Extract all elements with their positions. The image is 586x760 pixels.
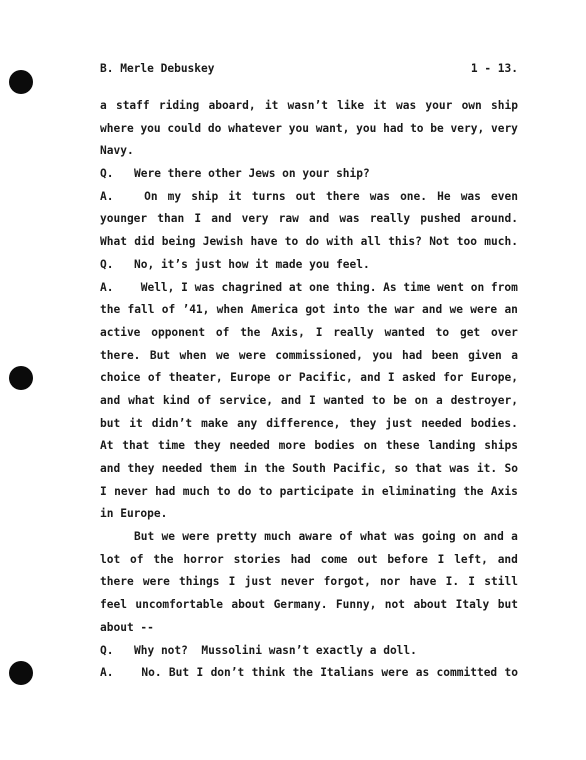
word: this? (388, 235, 422, 249)
word: and (100, 462, 121, 475)
word: on (414, 393, 429, 407)
word: you (140, 121, 161, 135)
word: feel (100, 598, 127, 612)
word: could (167, 121, 202, 135)
word: to (371, 393, 386, 407)
word: destroyer, (450, 393, 518, 407)
word: on (462, 530, 477, 544)
word: around. (470, 212, 518, 226)
word: choice (100, 371, 141, 385)
word: a (511, 348, 518, 362)
word: had (383, 121, 404, 135)
answer-marker: A. (100, 280, 114, 294)
transcript-line (100, 481, 518, 504)
word: much. (484, 235, 518, 249)
word: your (425, 99, 453, 112)
word: No. (141, 666, 162, 680)
word: for (443, 371, 464, 385)
word: Europe, (470, 371, 518, 385)
word: been (431, 348, 459, 362)
word: there (100, 575, 134, 589)
word: I. (445, 575, 460, 589)
word: didn’t (151, 416, 193, 430)
word: whatever (228, 121, 282, 135)
word: when (216, 303, 244, 317)
word: But (168, 666, 190, 680)
word: to (258, 484, 273, 498)
word: it (373, 99, 387, 112)
word: I (194, 212, 202, 226)
word: thing. (336, 280, 377, 294)
word: fall (127, 303, 155, 317)
word: just (385, 416, 413, 430)
word: on (363, 439, 378, 453)
word: be (393, 393, 407, 407)
word: was (460, 189, 481, 203)
transcript-line (100, 322, 518, 345)
word: these (385, 439, 420, 453)
word: were (470, 303, 498, 317)
word: they (349, 416, 377, 430)
line-text: in Europe. (100, 507, 168, 521)
word: raw (278, 212, 299, 226)
word: of (197, 393, 212, 407)
word: America (250, 303, 299, 317)
word: do (237, 484, 252, 498)
word: the (367, 303, 388, 317)
word: we (449, 303, 463, 317)
word: had (401, 348, 423, 362)
word: younger (100, 212, 148, 226)
word: time (158, 439, 185, 453)
word: come (320, 552, 348, 566)
transcript-line (100, 299, 518, 322)
word: about (231, 598, 266, 612)
word: ship (490, 99, 518, 112)
transcript-line (100, 617, 518, 640)
word: my (167, 189, 182, 203)
word: very, (450, 121, 485, 135)
word: want, (315, 121, 350, 135)
word: it. (476, 462, 498, 475)
word: I (308, 393, 316, 407)
transcript-line (100, 640, 518, 663)
word: have (409, 575, 437, 589)
word: to (217, 484, 231, 498)
transcript-line (100, 208, 518, 231)
word: of (130, 552, 144, 566)
word: in (243, 462, 258, 475)
word: pretty (216, 530, 257, 544)
word: one (309, 280, 330, 294)
word: ’41, (182, 303, 210, 317)
word: chagrined (221, 280, 283, 294)
transcript-line (100, 503, 518, 526)
word: really (333, 325, 374, 339)
word: ships (484, 439, 518, 453)
word: all (360, 235, 381, 249)
word: But (149, 348, 171, 362)
word: stories (233, 552, 281, 566)
word: and (211, 212, 232, 226)
line-text: Were there other Jews on your ship? (134, 167, 370, 181)
word: war (394, 303, 415, 317)
word: where (100, 121, 134, 135)
word: was (339, 212, 360, 226)
question-marker: Q. (100, 643, 114, 657)
word: very (490, 121, 518, 135)
binder-hole-bottom (9, 661, 33, 685)
transcript-line (100, 277, 518, 300)
transcript-line (100, 662, 518, 685)
word: He (437, 189, 451, 203)
page-header (100, 62, 518, 75)
word: going (421, 530, 456, 544)
word: I (196, 666, 204, 680)
transcript-line (100, 140, 518, 163)
word: we (215, 348, 230, 362)
word: had (155, 484, 176, 498)
word: of (161, 303, 176, 317)
word: On (144, 189, 158, 203)
word: Pacific, (333, 462, 388, 475)
word: there (325, 189, 360, 203)
word: the (240, 325, 261, 339)
word: to (504, 666, 518, 680)
word: never (280, 575, 315, 589)
word: But (134, 530, 155, 544)
word: wasn’t (287, 99, 328, 112)
word: think (251, 666, 286, 680)
word: it (129, 416, 143, 430)
word: a (100, 99, 107, 112)
word: landing (428, 439, 476, 453)
word: have (250, 235, 278, 249)
question-marker: Q. (100, 257, 114, 271)
word: to (435, 325, 450, 339)
word: staff (115, 99, 150, 112)
word: and (100, 393, 121, 407)
word: time (403, 280, 431, 294)
word: do (305, 235, 320, 249)
word: bodies. (470, 416, 518, 430)
word: an (504, 303, 518, 317)
word: Not (429, 235, 450, 249)
line-text: No, it’s just how it made you feel. (134, 257, 370, 271)
word: being (161, 235, 196, 249)
binder-hole-top (9, 70, 33, 94)
word: bodies (314, 439, 355, 453)
word: kind (162, 393, 190, 407)
word: out (295, 189, 316, 203)
interviewee-name: B. Merle Debuskey (100, 62, 215, 75)
word: things (179, 575, 220, 589)
word: of (339, 530, 353, 544)
word: the (292, 666, 313, 680)
word: opponent (151, 325, 206, 339)
word: and (421, 303, 443, 317)
word: about (413, 598, 448, 612)
word: left, (454, 552, 488, 566)
word: a (511, 530, 518, 544)
transcript-body (100, 95, 518, 685)
word: got (305, 303, 326, 317)
word: was (395, 99, 417, 112)
word: like (337, 99, 365, 112)
word: own (461, 99, 482, 112)
word: was (369, 189, 390, 203)
word: the (100, 303, 121, 317)
transcript-line (100, 526, 518, 549)
transcript-line (100, 458, 518, 481)
word: active (100, 325, 141, 339)
word: that (415, 462, 443, 475)
word: Germany. (273, 598, 328, 612)
word: commissioned, (275, 348, 363, 362)
word: you (356, 121, 377, 135)
word: the (153, 552, 174, 566)
transcript-line (100, 118, 518, 141)
transcript-line (100, 254, 518, 277)
word: make (201, 416, 229, 430)
answer-marker: A. (100, 666, 114, 680)
word: aboard, (208, 99, 256, 112)
transcript-line (100, 367, 518, 390)
word: Italy (455, 598, 490, 612)
word: not (384, 598, 405, 612)
word: and (483, 530, 504, 544)
word: as (415, 666, 430, 680)
word: still (484, 575, 518, 589)
word: What (100, 235, 127, 249)
line-text: about -- (100, 620, 154, 634)
answer-marker: A. (100, 189, 114, 203)
word: really (369, 212, 411, 226)
word: so (394, 462, 408, 475)
word: given (468, 348, 502, 362)
word: asked (402, 371, 436, 385)
transcript-line (100, 231, 518, 254)
word: a (435, 393, 443, 407)
word: much (182, 484, 210, 498)
word: the (264, 462, 285, 475)
word: there. (100, 348, 141, 362)
word: pushed (420, 212, 461, 226)
transcript-line (100, 163, 518, 186)
word: uncomfortable (135, 598, 223, 612)
word: too (456, 235, 477, 249)
word: wanted (323, 393, 365, 407)
word: with (326, 235, 354, 249)
word: out (357, 552, 378, 566)
word: difference, (266, 416, 341, 430)
word: don’t (210, 666, 245, 680)
word: I (468, 575, 476, 589)
word: Europe (230, 371, 271, 385)
transcript-line (100, 594, 518, 617)
page-number: 1 - 13. (470, 62, 518, 75)
word: service, (219, 393, 273, 407)
word: much (264, 530, 292, 544)
transcript-line (100, 571, 518, 594)
word: Pacific, (298, 371, 353, 385)
word: the (463, 484, 484, 498)
transcript-line (100, 95, 518, 118)
word: As (383, 280, 397, 294)
word: I (387, 371, 395, 385)
transcript-line (100, 186, 518, 209)
word: I (228, 575, 236, 589)
word: more (278, 439, 306, 453)
word: what (128, 393, 156, 407)
word: it (228, 189, 242, 203)
word: I (181, 280, 188, 294)
word: than (157, 212, 185, 226)
word: of (215, 325, 230, 339)
word: Italians (320, 666, 375, 680)
word: very (241, 212, 269, 226)
word: did (134, 235, 155, 249)
word: I (437, 552, 445, 566)
word: of (147, 371, 162, 385)
word: over (490, 325, 518, 339)
word: just (244, 575, 272, 589)
word: into (332, 303, 360, 317)
word: they (127, 462, 155, 475)
word: eliminating (381, 484, 456, 498)
word: they (193, 439, 221, 453)
word: was (394, 530, 415, 544)
word: turns (251, 189, 286, 203)
word: when (179, 348, 207, 362)
word: what (360, 530, 388, 544)
word: never (114, 484, 148, 498)
word: needed (229, 439, 270, 453)
word: was (194, 280, 215, 294)
word: at (288, 280, 303, 294)
word: be (430, 121, 444, 135)
word: that (122, 439, 150, 453)
word: but (100, 416, 121, 430)
question-marker: Q. (100, 167, 114, 181)
word: committed (436, 666, 498, 680)
word: and (360, 371, 381, 385)
word: we (161, 530, 175, 544)
transcript-line (100, 435, 518, 458)
word: you (288, 121, 309, 135)
word: even (491, 189, 518, 203)
word: theater, (168, 371, 223, 385)
binder-hole-middle (9, 366, 33, 390)
word: one. (400, 189, 428, 203)
word: forgot, (323, 575, 371, 589)
word: it (264, 99, 279, 112)
transcript-line (100, 390, 518, 413)
word: were (238, 348, 266, 362)
word: and (280, 393, 302, 407)
word: aware (298, 530, 333, 544)
transcript-line (100, 345, 518, 368)
word: from (490, 280, 518, 294)
word: lot (100, 552, 121, 566)
word: I (315, 325, 323, 339)
word: Well, (140, 280, 175, 294)
word: needed (421, 416, 462, 430)
word: South (292, 462, 326, 475)
word: to (410, 121, 424, 135)
word: participate (279, 484, 354, 498)
word: were (142, 575, 170, 589)
word: Axis, (271, 325, 305, 339)
word: riding (158, 99, 200, 112)
word: Funny, (335, 598, 377, 612)
word: or (277, 371, 292, 385)
word: wanted (384, 325, 425, 339)
word: get (459, 325, 481, 339)
word: you (372, 348, 393, 362)
line-text: Why not? Mussolini wasn’t exactly a doll. (134, 643, 417, 657)
transcript-line (100, 549, 518, 572)
word: ship (191, 189, 219, 203)
word: do (207, 121, 222, 135)
word: Jewish (202, 235, 244, 249)
word: any (237, 416, 258, 430)
transcript-line (100, 413, 518, 436)
word: needed (161, 462, 203, 475)
word: went (437, 280, 464, 294)
word: them (209, 462, 237, 475)
word: nor (380, 575, 401, 589)
word: before (387, 552, 428, 566)
word: and (309, 212, 330, 226)
word: had (290, 552, 311, 566)
word: was (449, 462, 470, 475)
word: I (100, 484, 107, 498)
word: were (182, 530, 210, 544)
word: Axis (490, 484, 518, 498)
word: but (497, 598, 518, 612)
word: on (470, 280, 485, 294)
word: were (381, 666, 409, 680)
word: and (497, 552, 518, 566)
word: So (504, 462, 518, 475)
line-text: Navy. (100, 144, 134, 158)
word: to (284, 235, 299, 249)
word: At (100, 439, 114, 453)
word: in (361, 484, 375, 498)
word: horror (183, 552, 224, 566)
